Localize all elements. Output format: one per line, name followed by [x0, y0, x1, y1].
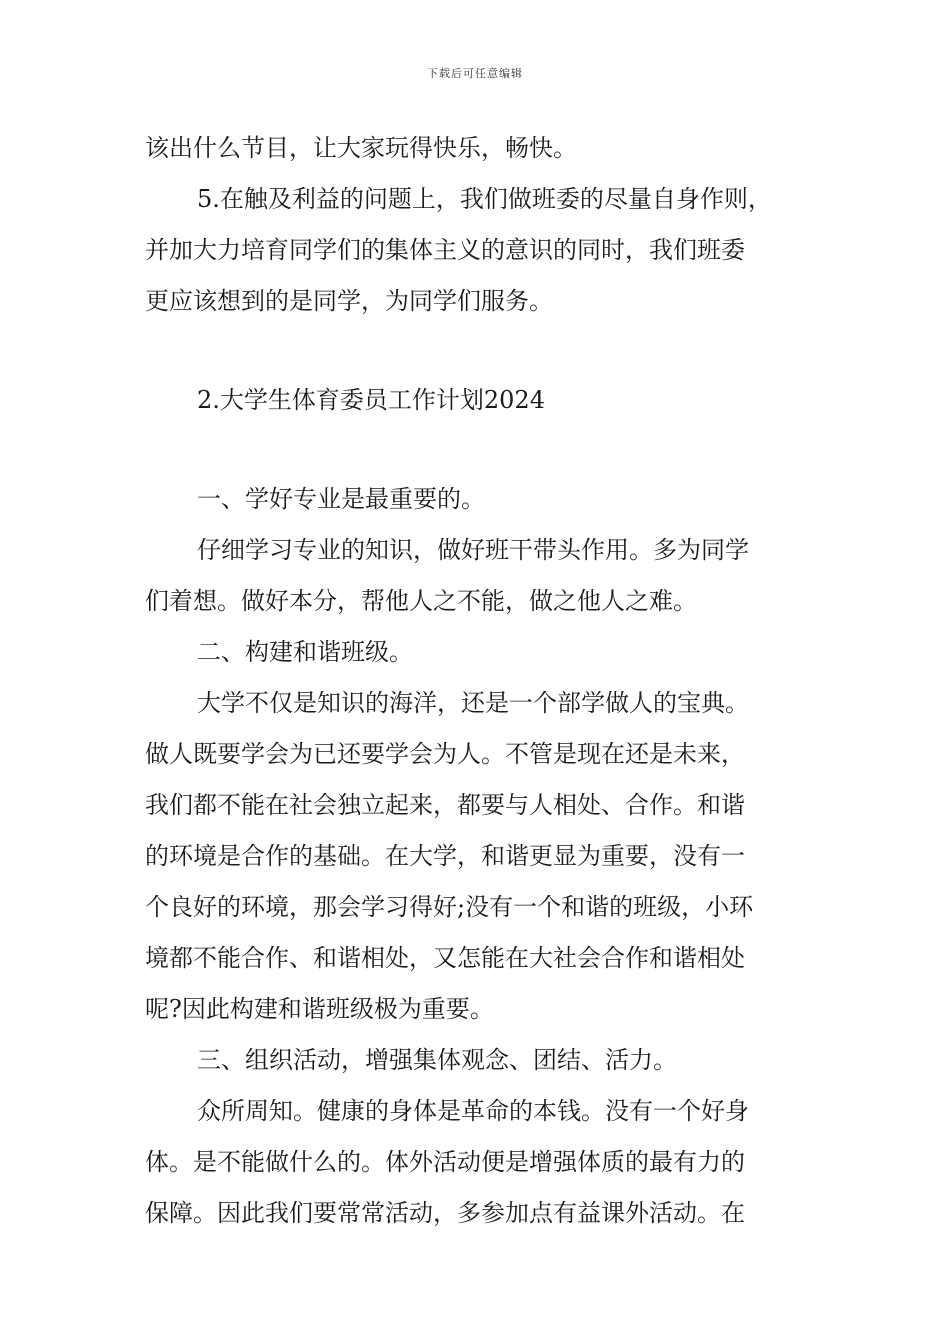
paragraph-line: 个良好的环境，那会学习得好;没有一个和谐的班级，小环 [145, 893, 754, 921]
spacer [145, 426, 810, 474]
paragraph-line: 的环境是合作的基础。在大学，和谐更显为重要，没有一 [145, 842, 745, 870]
paragraph-line: 我们都不能在社会独立起来，都要与人相处、合作。和谐 [145, 791, 745, 819]
paragraph-line: 更应该想到的是同学，为同学们服务。 [145, 287, 553, 315]
document-body [145, 123, 810, 1239]
paragraph-line: 大学不仅是知识的海洋，还是一个部学做人的宝典。 [197, 689, 749, 717]
page-header: 下载后可任意编辑 [427, 67, 523, 80]
paragraph-line: 保障。因此我们要常常活动，多参加点有益课外活动。在 [145, 1199, 745, 1227]
section-title: 2.大学生体育委员工作计划2024 [197, 386, 545, 414]
paragraph-line: 境都不能合作、和谐相处，又怎能在大社会合作和谐相处 [145, 944, 745, 972]
heading-one: 一、学好专业是最重要的。 [197, 485, 485, 513]
heading-three: 三、组织活动，增强集体观念、团结、活力。 [197, 1046, 677, 1074]
paragraph-line: 并加大力培育同学们的集体主义的意识的同时，我们班委 [145, 236, 745, 264]
paragraph-line: 5.在触及利益的问题上，我们做班委的尽量自身作则， [197, 185, 772, 213]
paragraph-line: 做人既要学会为已还要学会为人。不管是现在还是未来， [145, 740, 745, 768]
paragraph-line: 呢?因此构建和谐班级极为重要。 [145, 995, 494, 1023]
paragraph-line: 仔细学习专业的知识，做好班干带头作用。多为同学 [197, 536, 749, 564]
paragraph-line: 体。是不能做什么的。体外活动便是增强体质的最有力的 [145, 1148, 745, 1176]
paragraph-line: 们着想。做好本分，帮他人之不能，做之他人之难。 [145, 587, 697, 615]
spacer [145, 327, 810, 375]
paragraph-line: 该出什么节目，让大家玩得快乐，畅快。 [145, 134, 577, 162]
paragraph-line: 众所周知。健康的身体是革命的本钱。没有一个好身 [197, 1097, 749, 1125]
heading-two: 二、构建和谐班级。 [197, 638, 413, 666]
